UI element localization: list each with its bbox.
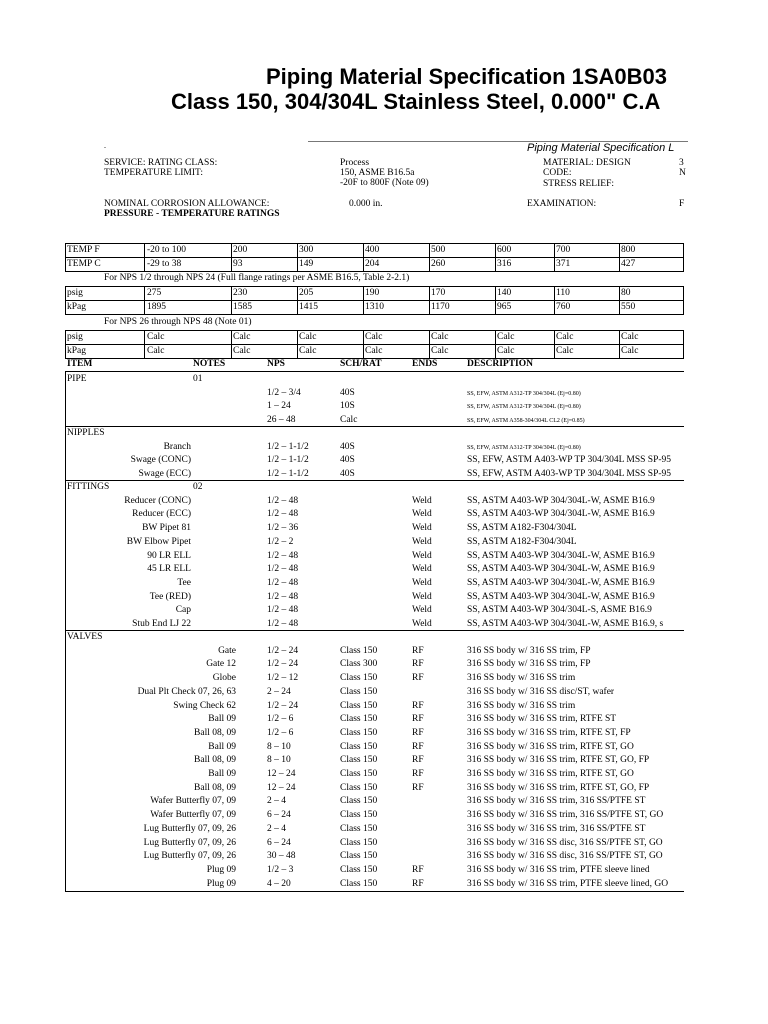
row-name: Gate [218,645,236,656]
pt-ratings-heading: PRESSURE - TEMPERATURE RATINGS [104,209,280,219]
row-nps: 1/2 – 24 [267,645,299,656]
fittings-notes: 02 [193,482,203,492]
pressure-row-24-cell: 550 [621,302,636,312]
material-label: MATERIAL: DESIGN [543,158,631,168]
row-desc: SS, ASTM A403-WP 304/304L-W, ASME B16.9 [467,509,655,520]
header-dot: . [104,141,106,150]
row-name: Dual Plt Check 07, 26, 63 [137,686,236,697]
pressure-row-48-vline [619,330,620,359]
pressure-row-48-cell: Calc [431,332,449,342]
row-desc: 316 SS body w/ 316 SS trim, PTFE sleeve lined [467,864,650,875]
row-ends: RF [412,727,424,738]
pressure-row-24-cell: 110 [556,288,570,298]
pressure-row-48-vline [65,330,66,359]
row-name: Ball 09 [208,769,236,779]
pressure-row-24-cell: 275 [147,288,162,298]
column-header: NPS [267,359,285,369]
row-nps: 1/2 – 36 [267,523,299,534]
note-nps24: For NPS 1/2 through NPS 24 (Full flange ratings per ASME B16.5, Table 2-2.1) [104,273,410,283]
row-name: Ball 09 [208,714,236,725]
pressure-row-24-cell: 80 [621,288,631,298]
temp-row-cell: 149 [299,259,314,269]
row-sch: Class 150 [340,714,378,725]
temp-row-vline [495,243,496,272]
row-nps: 1/2 – 1-1/2 [267,455,309,466]
pressure-row-24-vline [363,286,364,315]
row-desc: 316 SS body w/ 316 SS disc, 316 SS/PTFE ST, GO [467,851,663,862]
pressure-row-48-vline [554,330,555,359]
row-nps: 26 – 48 [267,415,296,426]
examination-label: EXAMINATION: [527,199,597,209]
row-sch: 40S [340,469,355,480]
row-nps: 1/2 – 48 [267,509,299,520]
pressure-row-24-vline [683,286,684,315]
row-sch: Class 150 [340,769,378,779]
row-name: Tee [177,577,191,588]
row-nps: 2 – 4 [267,823,286,834]
row-desc: SS, ASTM A182-F304/304L [467,536,577,547]
pressure-row-48-cell: kPag [67,346,86,356]
service-label: SERVICE: RATING CLASS: [104,158,218,168]
row-desc: 316 SS body w/ 316 SS trim, RTFE ST, FP [467,727,631,738]
temp-row-cell: 204 [365,259,380,269]
pressure-row-24-vline [429,286,430,315]
pressure-row-48-vline [363,330,364,359]
row-sch: Class 150 [340,755,378,766]
row-nps: 12 – 24 [267,782,296,793]
pressure-row-48-cell: Calc [365,332,383,342]
temp-row-vline [683,243,684,272]
pressure-row-48-cell: Calc [299,332,317,342]
pressure-row-24-vline [144,286,145,315]
temp-row-cell: TEMP F [67,245,100,255]
row-desc: 316 SS body w/ 316 SS trim, RTFE ST, GO, FP [467,755,650,766]
material-value: 3 [679,158,684,168]
row-name: 90 LR ELL [147,550,191,561]
pressure-row-24-vline [297,286,298,315]
row-desc: SS, EFW, ASTM A403-WP TP 304/304L MSS SP-95 [467,455,672,466]
row-nps: 1/2 – 48 [267,605,299,616]
pressure-row-48-cell: Calc [147,332,165,342]
pressure-row-48-cell: Calc [497,346,515,356]
row-desc: 316 SS body w/ 316 SS trim, 316 SS/PTFE ST [467,796,646,807]
nca-label: NOMINAL CORROSION ALLOWANCE: [104,199,270,209]
row-name: Ball 08, 09 [194,782,236,793]
row-desc: 316 SS body w/ 316 SS trim, RTFE ST [467,714,617,725]
note-nps48: For NPS 26 through NPS 48 (Note 01) [104,317,252,327]
temp-row-cell: 93 [233,259,243,269]
row-name: 45 LR ELL [147,564,191,575]
row-ends: Weld [412,550,432,561]
row-nps: 30 – 48 [267,851,296,862]
pressure-row-24-cell: 205 [299,288,314,298]
row-sch: 10S [340,401,355,412]
row-name: Tee (RED) [149,591,191,602]
pressure-row-48-cell: Calc [431,346,449,356]
pressure-row-24-vline [619,286,620,315]
row-desc: SS, ASTM A403-WP 304/304L-W, ASME B16.9 [467,564,655,575]
pressure-row-24-cell: 1895 [147,302,166,312]
row-name: BW Pipet 81 [142,523,191,534]
row-ends: RF [412,741,424,752]
row-sch: Class 150 [340,645,378,656]
section-divider [65,480,684,481]
row-desc: SS, EFW, ASTM A358-304/304L CL2 (Ej=0.85) [467,418,585,425]
pressure-row-24-cell: 760 [556,302,571,312]
temp-row-cell: 500 [431,245,446,255]
pressure-row-48-cell: Calc [556,346,574,356]
row-sch: Calc [340,415,358,426]
row-nps: 1/2 – 12 [267,673,299,684]
temp-row-cell: 700 [556,245,571,255]
service-value: Process [340,158,370,168]
row-desc: 316 SS body w/ 316 SS trim, FP [467,645,591,656]
pressure-row-24-cell: 170 [431,288,446,298]
pressure-row-24-cell: 1415 [299,302,318,312]
pressure-row-48-cell: Calc [365,346,383,356]
pressure-row-48-cell: Calc [233,332,251,342]
row-sch: 40S [340,387,355,398]
row-sch: Class 150 [340,741,378,752]
pressure-row-24-vline [65,286,66,315]
row-desc: 316 SS body w/ 316 SS disc/ST, wafer [467,686,615,697]
pressure-row-48-vline [297,330,298,359]
row-nps: 1/2 – 2 [267,536,294,547]
row-nps: 1 – 24 [267,401,291,412]
row-sch: Class 150 [340,810,378,821]
row-ends: Weld [412,591,432,602]
row-desc: 316 SS body w/ 316 SS disc, 316 SS/PTFE ST, GO [467,837,663,848]
column-header: ENDS [412,359,438,369]
row-name: Wafer Butterfly 07, 09 [150,810,236,821]
row-nps: 1/2 – 48 [267,619,299,629]
temp-row-cell: 260 [431,259,446,269]
pressure-row-24-vline [554,286,555,315]
temp-row-vline [363,243,364,272]
temp-row-vline [231,243,232,272]
temp-row-cell: 427 [621,259,636,269]
items-left-border [65,371,66,892]
pressure-row-48-vline [429,330,430,359]
row-nps: 1/2 – 48 [267,550,299,561]
pressure-row-24-hline [65,314,684,315]
pressure-row-48-vline [495,330,496,359]
pressure-row-24-vline [231,286,232,315]
row-nps: 1/2 – 1-1/2 [267,441,309,452]
temp-row-cell: 600 [497,245,512,255]
row-nps: 4 – 20 [267,878,291,889]
row-desc: 316 SS body w/ 316 SS trim, FP [467,659,591,670]
pressure-row-24-cell: 230 [233,288,248,298]
section-pipe: PIPE [67,374,87,384]
row-name: Branch [163,441,191,452]
row-name: Stub End LJ 22 [132,619,191,629]
row-ends: RF [412,878,424,889]
column-header: ITEM [67,359,93,369]
row-nps: 6 – 24 [267,837,291,848]
pressure-row-48-vline [683,330,684,359]
row-desc: 316 SS body w/ 316 SS trim, RTFE ST, GO, FP [467,782,650,793]
temp-row-vline [619,243,620,272]
pressure-row-24-cell: kPag [67,302,86,312]
section-nipples: NIPPLES [67,428,105,438]
row-ends: RF [412,864,424,875]
row-ends: RF [412,714,424,725]
row-ends: Weld [412,509,432,520]
row-sch: Class 150 [340,864,378,875]
row-name: Globe [212,673,236,684]
row-desc: SS, EFW, ASTM A312-TP 304/304L (Ej=0.80) [467,444,581,451]
temp-row-cell: TEMP C [67,259,101,269]
row-sch: Class 150 [340,837,378,848]
row-desc: SS, ASTM A403-WP 304/304L-W, ASME B16.9 [467,550,655,561]
row-nps: 1/2 – 48 [267,495,299,506]
row-nps: 2 – 4 [267,796,286,807]
row-name: Swage (CONC) [130,455,191,466]
code-label: CODE: [543,168,572,178]
row-name: Swage (ECC) [138,469,191,480]
pressure-row-48-cell: Calc [556,332,574,342]
row-sch: Class 150 [340,851,378,862]
pressure-row-48-cell: psig [67,332,83,342]
pressure-row-24-vline [495,286,496,315]
row-desc: SS, ASTM A403-WP 304/304L-W, ASME B16.9, s [467,619,664,629]
row-nps: 1/2 – 48 [267,577,299,588]
row-name: Plug 09 [206,864,236,875]
row-sch: Class 150 [340,686,378,697]
row-desc: SS, ASTM A182-F304/304L [467,523,577,534]
pressure-row-48-vline [231,330,232,359]
column-header: NOTES [193,359,226,369]
pressure-row-24-cell: 140 [497,288,512,298]
row-sch: Class 150 [340,823,378,834]
pressure-row-48-cell: Calc [147,346,165,356]
row-sch: Class 150 [340,878,378,889]
spec-title: Piping Material Specification 1SA0B03 [266,64,668,89]
row-ends: Weld [412,605,432,616]
row-nps: 1/2 – 6 [267,727,294,738]
stress-relief-label: STRESS RELIEF: [543,179,614,189]
rating-value: 150, ASME B16.5a [340,168,415,178]
pressure-row-48-cell: Calc [621,332,639,342]
row-nps: 1/2 – 3 [267,864,294,875]
row-desc: 316 SS body w/ 316 SS trim, RTFE ST, GO [467,769,634,779]
row-ends: RF [412,769,424,779]
row-name: Plug 09 [206,878,236,889]
row-name: Reducer (CONC) [124,495,191,506]
row-sch: Class 150 [340,673,378,684]
pressure-row-48-cell: Calc [497,332,515,342]
spec-subtitle: Class 150, 304/304L Stainless Steel, 0.000" C.A [171,89,661,114]
section-valves: VALVES [67,632,103,642]
row-name: Cap [175,605,191,616]
row-name: Ball 08, 09 [194,755,236,766]
row-ends: Weld [412,536,432,547]
row-name: Lug Butterfly 07, 09, 26 [143,823,236,834]
row-nps: 8 – 10 [267,755,291,766]
row-sch: Class 150 [340,727,378,738]
row-nps: 1/2 – 3/4 [267,387,301,398]
row-ends: RF [412,645,424,656]
row-ends: Weld [412,523,432,534]
pressure-row-48-vline [144,330,145,359]
temp-row-vline [297,243,298,272]
row-name: Ball 08, 09 [194,727,236,738]
examination-value: F [679,199,685,209]
row-ends: Weld [412,619,432,629]
row-nps: 1/2 – 48 [267,564,299,575]
row-nps: 6 – 24 [267,810,291,821]
temp-row-cell: 800 [621,245,636,255]
row-name: Lug Butterfly 07, 09, 26 [143,837,236,848]
temp-row-vline [429,243,430,272]
row-ends: Weld [412,495,432,506]
temp-limit-label: TEMPERATURE LIMIT: [104,168,204,178]
temp-row-cell: 371 [556,259,571,269]
row-desc: 316 SS body w/ 316 SS trim [467,700,576,711]
row-desc: 316 SS body w/ 316 SS trim, RTFE ST, GO [467,741,634,752]
running-header: Piping Material Specification L [527,142,675,154]
row-ends: RF [412,700,424,711]
row-desc: SS, EFW, ASTM A312-TP 304/304L (Ej=0.80) [467,390,581,397]
row-sch: 40S [340,455,355,466]
pressure-row-24-cell: psig [67,288,83,298]
pressure-row-24-cell: 965 [497,302,512,312]
pressure-row-24-cell: 1585 [233,302,252,312]
row-sch: Class 150 [340,796,378,807]
row-ends: Weld [412,577,432,588]
pressure-row-48-cell: Calc [233,346,251,356]
row-desc: SS, EFW, ASTM A403-WP TP 304/304L MSS SP-95 [467,469,672,480]
row-desc: SS, EFW, ASTM A312-TP 304/304L (Ej=0.80) [467,404,581,411]
row-desc: SS, ASTM A403-WP 304/304L-W, ASME B16.9 [467,577,655,588]
section-divider [65,371,684,372]
temp-row-vline [65,243,66,272]
pressure-row-24-cell: 1170 [431,302,450,312]
column-header: DESCRIPTION [467,359,533,369]
row-name: Wafer Butterfly 07, 09 [150,796,236,807]
row-desc: SS, ASTM A403-WP 304/304L-W, ASME B16.9 [467,591,655,602]
temp-row-cell: 316 [497,259,512,269]
code-value: N [679,168,686,178]
nca-value: 0.000 in. [349,199,383,209]
row-sch: Class 300 [340,659,378,670]
pressure-row-48-cell: Calc [299,346,317,356]
row-ends: RF [412,782,424,793]
row-desc: 316 SS body w/ 316 SS trim, 316 SS/PTFE ST [467,823,646,834]
row-desc: SS, ASTM A403-WP 304/304L-S, ASME B16.9 [467,605,652,616]
row-nps: 1/2 – 6 [267,714,294,725]
row-desc: 316 SS body w/ 316 SS trim [467,673,576,684]
section-divider [65,630,684,631]
row-nps: 2 – 24 [267,686,291,697]
row-name: Lug Butterfly 07, 09, 26 [143,851,236,862]
section-fittings: FITTINGS [67,482,110,492]
row-desc: SS, ASTM A403-WP 304/304L-W, ASME B16.9 [467,495,655,506]
row-desc: 316 SS body w/ 316 SS trim, 316 SS/PTFE ST, GO [467,810,664,821]
row-sch: Class 150 [340,782,378,793]
section-divider [65,426,684,427]
pressure-row-24-cell: 190 [365,288,380,298]
row-ends: RF [412,659,424,670]
column-header: SCH/RAT [340,359,382,369]
row-nps: 1/2 – 48 [267,591,299,602]
row-name: Swing Check 62 [173,700,236,711]
temp-row-cell: 200 [233,245,248,255]
pipe-notes: 01 [193,374,203,384]
pressure-row-24-cell: 1310 [365,302,384,312]
temp-row-cell: -29 to 38 [147,259,182,269]
temp-row-cell: -20 to 100 [147,245,187,255]
row-name: Gate 12 [206,659,236,670]
row-name: Reducer (ECC) [132,509,191,520]
items-bottom-border [65,891,684,892]
row-nps: 1/2 – 1-1/2 [267,469,309,480]
temp-row-cell: 400 [365,245,380,255]
row-ends: Weld [412,564,432,575]
row-desc: 316 SS body w/ 316 SS trim, PTFE sleeve lined, GO [467,878,669,889]
temp-limit-value: -20F to 800F (Note 09) [340,178,429,188]
row-sch: Class 150 [340,700,378,711]
row-nps: 1/2 – 24 [267,700,299,711]
temp-row-vline [144,243,145,272]
row-name: Ball 09 [208,741,236,752]
row-sch: 40S [340,441,355,452]
row-nps: 12 – 24 [267,769,296,779]
temp-row-vline [554,243,555,272]
temp-row-cell: 300 [299,245,314,255]
row-ends: RF [412,755,424,766]
row-name: BW Elbow Pipet [126,536,191,547]
row-nps: 1/2 – 24 [267,659,299,670]
row-ends: RF [412,673,424,684]
row-nps: 8 – 10 [267,741,291,752]
pressure-row-48-cell: Calc [621,346,639,356]
